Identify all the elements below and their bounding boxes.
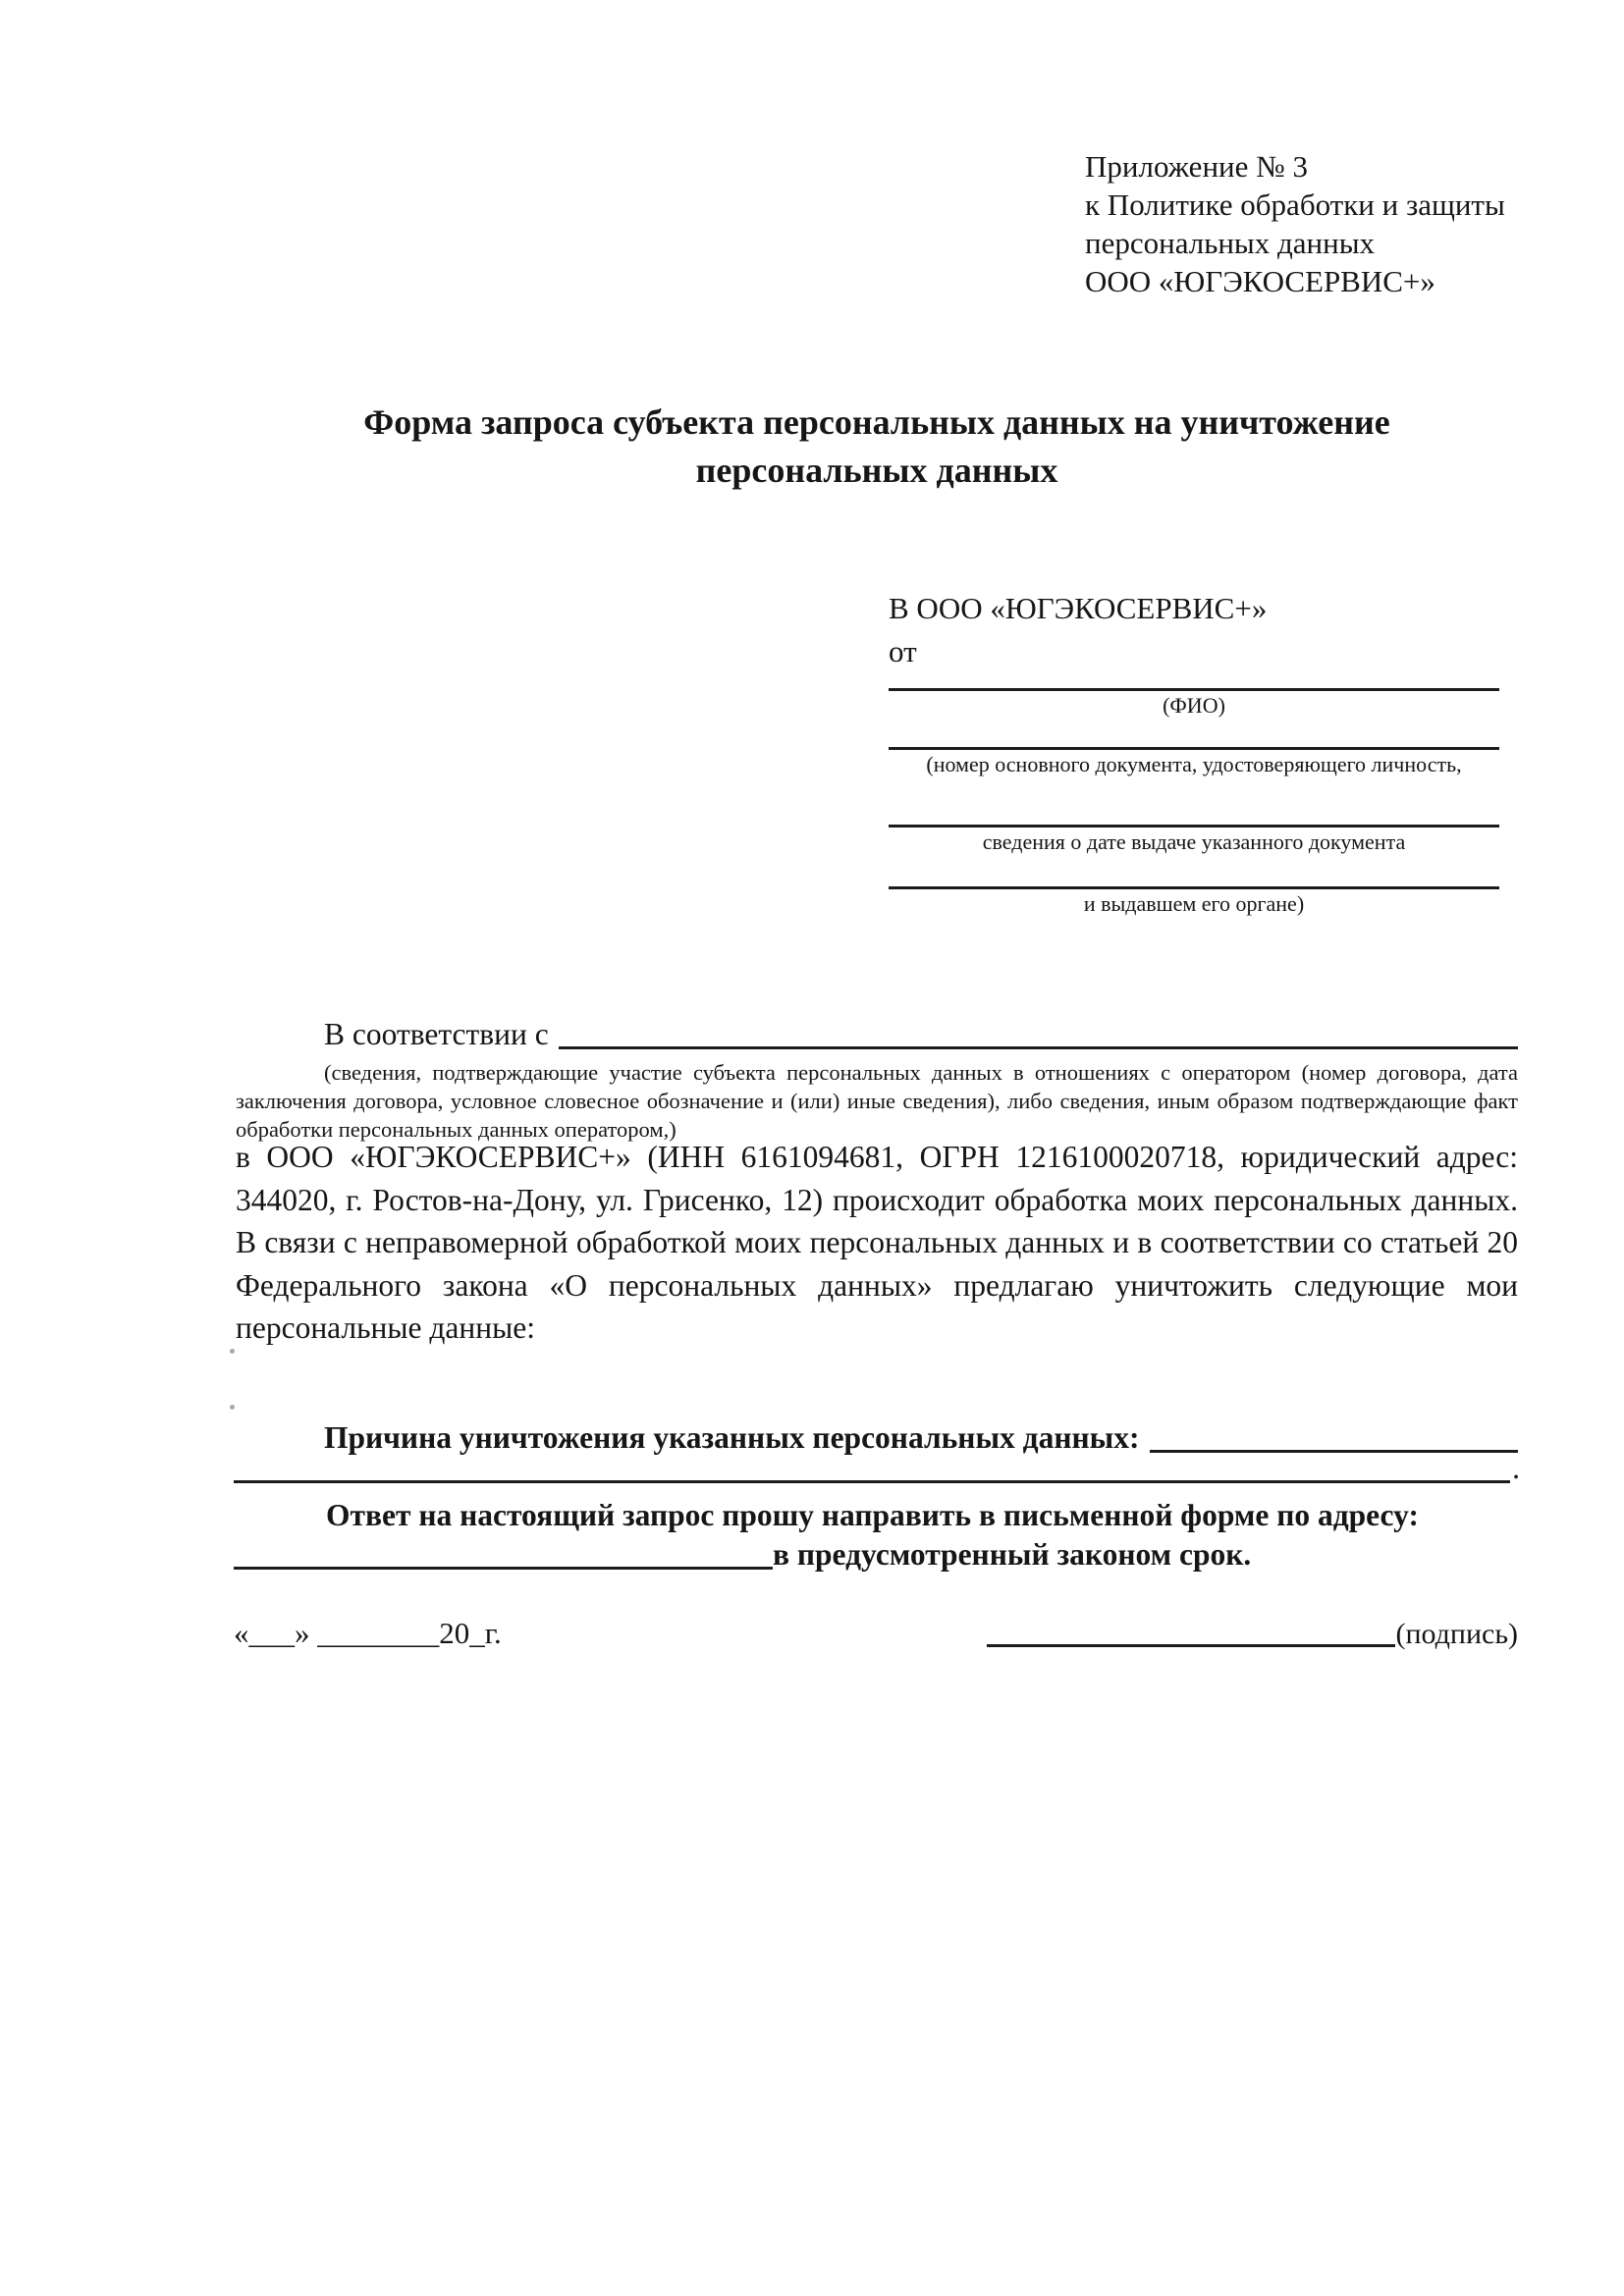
fio-blank-line: [889, 671, 1499, 691]
faint-list-dot: [230, 1349, 235, 1354]
deadline-line: [234, 1531, 1518, 1573]
date-blank: «___» ________20_г.: [234, 1616, 502, 1650]
faint-list-dot: [230, 1405, 235, 1410]
accordance-blank-line: [559, 1046, 1518, 1049]
addressee-to: В ООО «ЮГЭКОСЕРВИС+»: [889, 591, 1268, 625]
signoff-line: [234, 1610, 1518, 1651]
fio-caption: (ФИО): [1163, 693, 1225, 718]
deadline-text: в предусмотренный законом срок.: [773, 1537, 1252, 1572]
field-id-document: [889, 718, 1499, 776]
field-issue-date: [889, 776, 1499, 854]
document-title-line: Форма запроса субъекта персональных данных на уничтожение: [363, 402, 1390, 442]
addressee-block: [889, 589, 1499, 916]
document-title-line: персональных данных: [695, 451, 1058, 490]
accordance-prefix: В соответствии с: [324, 1017, 549, 1051]
signature-caption: (подпись): [1395, 1618, 1518, 1650]
signature-blank-line: [987, 1644, 1395, 1647]
annex-note: [1085, 147, 1505, 300]
document-title: [236, 399, 1518, 495]
field-fio: [889, 671, 1499, 718]
address-blank-line: [234, 1567, 773, 1570]
accordance-footnote: (сведения, подтверждающие участие субъекта персональных данных в отношениях с оператором (номер договора, дата заключения договора, условное словесное обозначение и (или) иные сведения), либо сведения, иным образом подтверждающие факт обработки персональных данных оператором,): [236, 1060, 1518, 1142]
reason-label: Причина уничтожения указанных персональных данных:: [324, 1420, 1140, 1455]
issue-date-blank-line: [889, 776, 1499, 828]
annex-note-line: персональных данных: [1085, 226, 1376, 260]
accordance-line: [236, 1015, 1518, 1052]
annex-note-line: ООО «ЮГЭКОСЕРВИС+»: [1085, 264, 1435, 298]
reason-continuation-line: [234, 1453, 1520, 1486]
id-document-caption: (номер основного документа, удостоверяющего личность,: [926, 752, 1462, 776]
issue-date-caption: сведения о дате выдаче указанного документа: [982, 829, 1406, 854]
reason-continuation-blank-line: [234, 1480, 1510, 1483]
field-issuing-authority: [889, 854, 1499, 916]
response-request-line: Ответ на настоящий запрос прошу направить в письменной форме по адресу:: [326, 1498, 1419, 1532]
annex-note-line: к Политике обработки и защиты: [1085, 187, 1505, 222]
main-paragraph: в ООО «ЮГЭКОСЕРВИС+» (ИНН 6161094681, ОГРН 1216100020718, юридический адрес: 344020, г. Ростов-на-Дону, ул. Грисенко, 12) происходит обработка моих персональных данных. В связи с неправомерной обработкой моих персональных данных и в соответствии со статьей 20 Федерального закона «О персональных данных» предлагаю уничтожить следующие мои персональные данные:: [236, 1140, 1518, 1345]
reason-line-period: .: [1512, 1451, 1520, 1485]
issuing-authority-caption: и выдавшем его органе): [1083, 891, 1305, 916]
issuing-authority-blank-line: [889, 854, 1499, 889]
annex-note-line: Приложение № 3: [1085, 149, 1308, 184]
addressee-from-label: от: [889, 634, 917, 668]
id-document-blank-line: [889, 718, 1499, 750]
reason-line: [236, 1416, 1518, 1456]
